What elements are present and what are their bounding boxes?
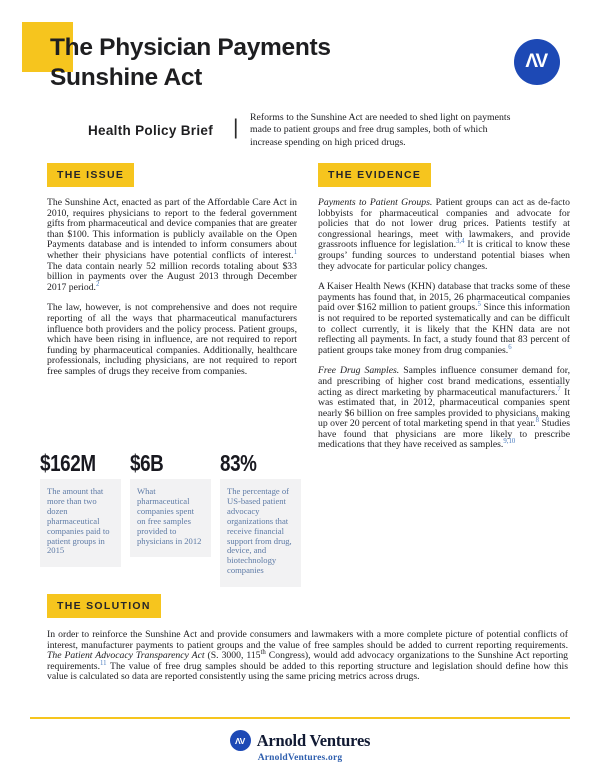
- title-line-2: Sunshine Act: [50, 64, 203, 91]
- citation-9-10: 9,10: [503, 438, 516, 446]
- footer-logo-monogram: ΛV: [235, 735, 245, 746]
- paragraph-lead-in: Payments to Patient Groups.: [318, 197, 433, 208]
- footer-brand-name: Arnold Ventures: [256, 730, 371, 750]
- paragraph-lead-in: Free Drug Samples.: [318, 365, 400, 377]
- stat-payments-to-patient-groups: [40, 450, 121, 567]
- stat-value: 83%: [220, 450, 257, 476]
- ordinal-th: th: [260, 648, 266, 656]
- footer: [0, 730, 600, 763]
- citation-1: 1: [293, 248, 297, 256]
- evidence-paragraph-free-drug-samples: Free Drug Samples. Samples influence consumer demand for, and prescribing of higher cost brand medications, essentially acting as direct marketing by pharmaceutical manufacturers.$^7$ It was estimated that, in 2012, pharmaceutical companies spent nearly $6 billion on free samples provided to physicians, making up over 20 percent of total marketing spend in that year.$^8$ Studies have found that physicians are more likely to prescribe medications that they have received as samples.$^{9,10}$: [318, 365, 571, 451]
- section-heading-the-issue: THE ISSUE: [47, 163, 134, 187]
- logo-monogram: ΛV: [525, 51, 546, 72]
- brief-separator-bar: |: [233, 116, 239, 139]
- key-stats-row: [40, 450, 301, 587]
- citation-11: 11: [100, 659, 107, 667]
- evidence-paragraph-patient-groups: Payments to Patient Groups. Patient groups can act as de-facto lobbyists for pharmaceutical companies and advocate for policies that do not lower drug prices. Patients testify at congressional hearings, meet with lawmakers, and provide grassroots influence for legislation.$^{3,4}$ It is critical to know these groups’ funding sources to understand potential biases when they advocate for particular policy changes.: [318, 197, 570, 272]
- citation-3-4: 3,4: [456, 238, 465, 246]
- act-title: The Patient Advocacy Transparency Act: [47, 650, 205, 662]
- citation-7: 7: [557, 385, 561, 393]
- stat-description: The amount that more than two dozen pharmaceutical companies paid to patient groups in 2015: [40, 479, 121, 567]
- footer-brand-row: [0, 730, 600, 751]
- stat-value: $162M: [40, 450, 96, 476]
- brief-type-label: Health Policy Brief: [88, 123, 213, 138]
- stat-free-samples-spend: [130, 450, 211, 557]
- issue-paragraph-1: The Sunshine Act, enacted as part of the Affordable Care Act in 2010, requires physicians to report to the federal government gifts from pharmaceutical and device companies that are greater than $100. This information is publicly available on the Open Payments database and is intended to inform consumers about whether their physicians have potential conflicts of interest.$^1$ The data contain nearly 52 million records totaling about $33 billion in payments over the August 2013 through December 2017 period.$^2$: [47, 197, 297, 293]
- arnold-ventures-logo-icon: [514, 39, 560, 85]
- footer-divider-line: [30, 717, 570, 719]
- section-heading-the-solution: THE SOLUTION: [47, 594, 161, 618]
- issue-paragraph-2: The law, however, is not comprehensive and does not require reporting of all the ways that pharmaceutical manufacturers influence both providers and the policy process. Patient groups, which have been rising in influence, are not required to report funding by pharmaceutical companies. Additionally, healthcare professionals, including physicians, are not required to report free samples of drugs they receive from companies.: [47, 302, 297, 377]
- stat-advocacy-orgs-percentage: [220, 450, 301, 587]
- section-heading-the-evidence: THE EVIDENCE: [318, 163, 431, 187]
- intro-summary: Reforms to the Sunshine Act are needed to shed light on payments made to patient groups and free drug samples, both of which increase spending on high priced drugs.: [250, 112, 511, 148]
- stat-description: The percentage of US-based patient advocacy organizations that receive financial support from drug, device, and biotechnology companies: [220, 479, 301, 587]
- solution-paragraph: In order to reinforce the Sunshine Act and provide consumers and lawmakers with a more complete picture of potential conflicts of interest, manufacturer payments to patient groups and the value of free samples should be added to current reporting requirements. The Patient Advocacy Transparency Act (S. 3000, 115th Congress), would add advocacy organizations to the Sunshine Act reporting requirements.$^{11}$ The value of free drug samples should be added to this reporting structure and legislation should define how this value is calculated so data are reported consistently using the same pricing metrics across drugs.: [47, 629, 569, 683]
- citation-6: 6: [508, 343, 512, 351]
- footer-website-link[interactable]: ArnoldVentures.org: [257, 753, 343, 763]
- page-title: [50, 33, 331, 93]
- title-line-1: The Physician Payments: [50, 34, 331, 61]
- arnold-ventures-footer-logo-icon: [230, 730, 251, 751]
- evidence-paragraph-khn-database: A Kaiser Health News (KHN) database that tracks some of these payments has found that, in 2015, 26 pharmaceutical companies paid over $162 million to patient groups.$^5$ Since this information is not required to be reported systematically and can be difficult to collect currently, it is likely that the KHN data are not reflecting all payments. In fact, a study found that 83 percent of patient groups take money from drug companies.$^6$: [318, 281, 570, 356]
- stat-description: What pharmaceutical companies spent on free samples provided to physicians in 2012: [130, 479, 211, 557]
- citation-5: 5: [477, 301, 481, 309]
- evidence-column: [318, 198, 570, 461]
- stat-value: $6B: [130, 450, 164, 476]
- issue-column: [47, 198, 297, 388]
- citation-2: 2: [95, 280, 100, 288]
- citation-8: 8: [535, 417, 539, 425]
